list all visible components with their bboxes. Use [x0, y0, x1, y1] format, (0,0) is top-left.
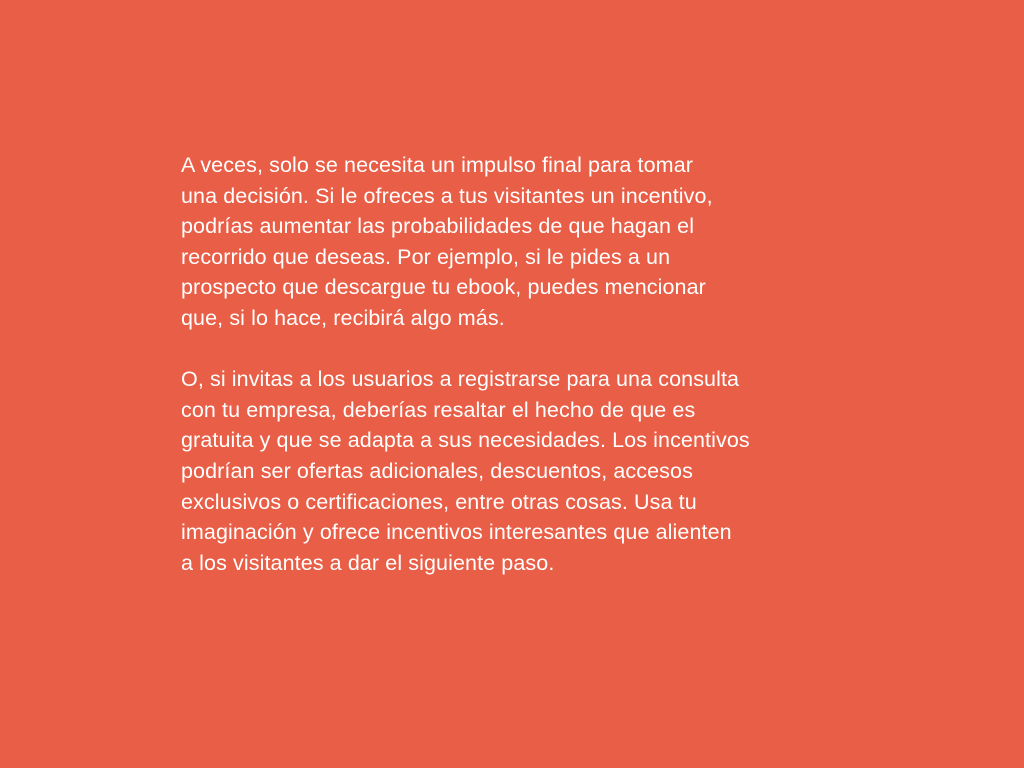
text-line: gratuita y que se adapta a sus necesidades. Los incentivos: [181, 428, 750, 453]
text-line: prospecto que descargue tu ebook, puedes mencionar: [181, 275, 706, 300]
paragraph-1: [181, 150, 881, 334]
text-line: imaginación y ofrece incentivos interesantes que alienten: [181, 520, 732, 545]
text-line: podrían ser ofertas adicionales, descuentos, accesos: [181, 458, 693, 483]
text-line: exclusivos o certificaciones, entre otras cosas. Usa tu: [181, 489, 697, 514]
body-text: [181, 150, 881, 578]
text-line: A veces, solo se necesita un impulso final para tomar: [181, 153, 694, 177]
text-line: con tu empresa, deberías resaltar el hecho de que es: [181, 397, 696, 422]
text-line: podrías aumentar las probabilidades de que hagan el: [181, 214, 695, 239]
text-line: a los visitantes a dar el siguiente paso.: [181, 550, 555, 575]
text-line: O, si invitas a los usuarios a registrarse para una consulta: [181, 367, 740, 392]
text-line: que, si lo hace, recibirá algo más.: [181, 305, 505, 330]
text-line: recorrido que deseas. Por ejemplo, si le pides a un: [181, 244, 671, 269]
text-line: una decisión. Si le ofreces a tus visitantes un incentivo,: [181, 183, 713, 208]
paragraph-2: [181, 364, 881, 578]
